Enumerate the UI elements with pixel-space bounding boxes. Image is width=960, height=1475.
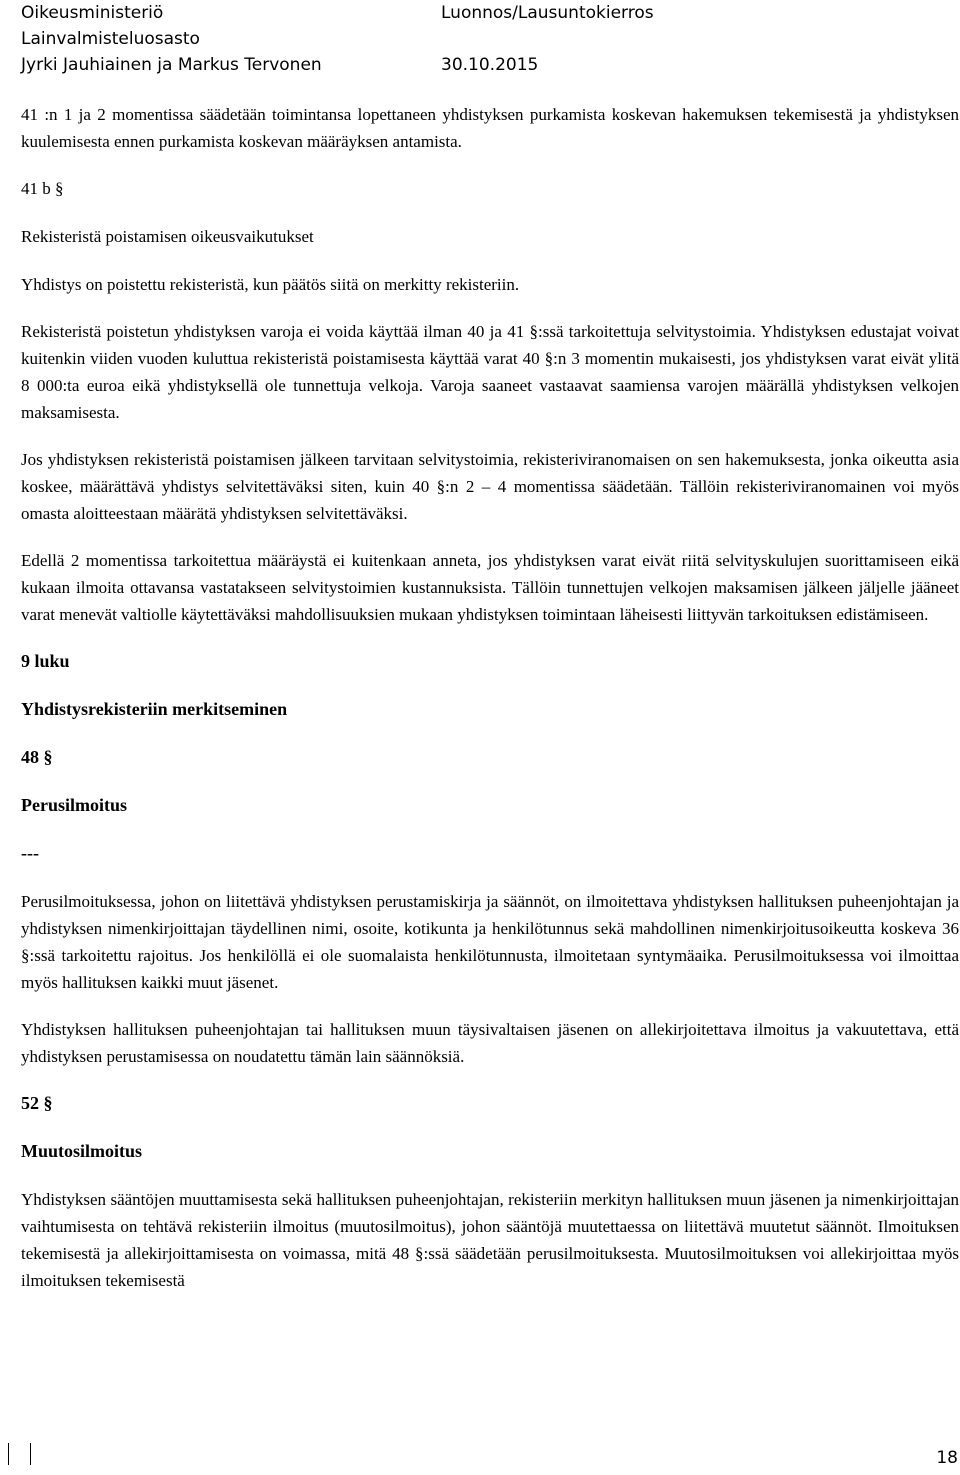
header-row-1 — [21, 0, 941, 26]
section-41b-title: Rekisteristä poistamisen oikeusvaikutukset — [21, 227, 314, 246]
section-52-paragraph-1: Yhdistyksen sääntöjen muuttamisesta sekä hallituksen puheenjohtajan, rekisteriin merkityn hallituksen muun jäsenen ja nimenkirjoittajan vaihtumisesta on tehtävä rekisteriin ilmoitus (muutosilmoitus), johon sääntöjä muutettaessa on liitettävä muutetut säännöt. Ilmoituksen tekemisestä ja allekirjoittamisesta on voimassa, mitä 48 §:ssä säädetään perusilmoituksesta. Muutosilmoituksen voi allekirjoittaa myös ilmoituksen tekemisestä — [21, 1190, 959, 1290]
omission-dashes: --- — [21, 843, 39, 863]
ministry-name: Oikeusministeriö — [21, 3, 164, 23]
section-41b-paragraph-2: Rekisteristä poistetun yhdistyksen varoja ei voida käyttää ilman 40 ja 41 §:ssä tarkoitettuja selvitystoimia. Yhdistyksen edustajat voivat kuitenkin viiden vuoden kuluttua rekisteristä poistamisesta käyttää varat 40 §:n 3 momentin mukaisesti, jos yhdistyksen varat eivät ylitä 8 000:ta euroa eikä yhdistyksellä ole tunnettuja velkoja. Varoja saaneet vastaavat saamiensa varojen määrällä yhdistyksen velkojen maksamisesta. — [21, 322, 959, 422]
section-48-paragraph-2: Yhdistyksen hallituksen puheenjohtajan tai hallituksen muun täysivaltaisen jäsenen on allekirjoitettava ilmoitus ja vakuutettava, että yhdistyksen perustamisessa on noudatettu tämän lain säännöksiä. — [21, 1020, 959, 1066]
page-number: 18 — [936, 1448, 958, 1468]
header-row-3 — [21, 52, 941, 78]
header-row-2 — [21, 26, 941, 52]
section-41b-paragraph-1: Yhdistys on poistettu rekisteristä, kun päätös siitä on merkitty rekisteriin. — [21, 275, 520, 294]
section-52-title: Muutosilmoitus — [21, 1141, 143, 1161]
document-body — [21, 101, 959, 1314]
section-52-heading: 52 § — [21, 1093, 53, 1113]
revision-bar — [30, 1443, 31, 1465]
department-name: Lainvalmisteluosasto — [21, 29, 200, 49]
chapter-9-heading: 9 luku — [21, 651, 70, 671]
section-48-paragraph-1: Perusilmoituksessa, johon on liitettävä yhdistyksen perustamiskirja ja säännöt, on ilmoitettava yhdistyksen hallituksen puheenjohtajan ja yhdistyksen nimenkirjoittajan täydellinen nimi, osoite, kotikunta ja henkilötunnus sekä mahdollinen nimenkirjoitusoikeutta koskeva 36 §:ssä tarkoitettu rajoitus. Jos henkilöllä ei ole suomalaista henkilötunnusta, ilmoitetaan syntymäaika. Perusilmoituksessa voi ilmoittaa myös hallituksen kaikki muut jäsenet. — [21, 892, 959, 992]
page-header — [21, 0, 941, 78]
revision-bar — [8, 1443, 9, 1465]
section-48-title: Perusilmoitus — [21, 795, 127, 815]
intro-paragraph: 41 :n 1 ja 2 momentissa säädetään toimintansa lopettaneen yhdistyksen purkamista koskevan hakemuksen tekemisestä ja yhdistyksen kuulemisesta ennen purkamista koskevan määräyksen antamista. — [21, 105, 959, 151]
section-48-heading: 48 § — [21, 747, 53, 767]
section-41b-paragraph-3: Jos yhdistyksen rekisteristä poistamisen jälkeen tarvitaan selvitystoimia, rekisteriviranomaisen on sen hakemuksesta, jonka oikeutta asia koskee, määrättävä yhdistys selvitettäväksi siten, kuin 40 §:n 2 – 4 momentissa säädetään. Tällöin rekisteriviranomainen voi myös omasta aloitteestaan määrätä yhdistyksen selvitettäväksi. — [21, 450, 959, 523]
section-41b-paragraph-4: Edellä 2 momentissa tarkoitettua määräystä ei kuitenkaan anneta, jos yhdistyksen varat eivät riitä selvityskulujen suorittamiseen eikä kukaan ilmoita ottavansa vastatakseen selvitystoimien kustannuksista. Tällöin tunnettujen velkojen maksamisen jälkeen jäljelle jääneet varat menevät valtiolle käytettäväksi mahdollisuuksien mukaan yhdistyksen toimintaan läheisesti liittyvän tarkoituksen edistämiseen. — [21, 551, 959, 624]
chapter-9-title: Yhdistysrekisteriin merkitseminen — [21, 699, 288, 719]
section-41b-heading: 41 b § — [21, 179, 64, 198]
document-date: 30.10.2015 — [441, 55, 539, 75]
document-type: Luonnos/Lausuntokierros — [441, 3, 654, 23]
author-names: Jyrki Jauhiainen ja Markus Tervonen — [21, 55, 322, 75]
